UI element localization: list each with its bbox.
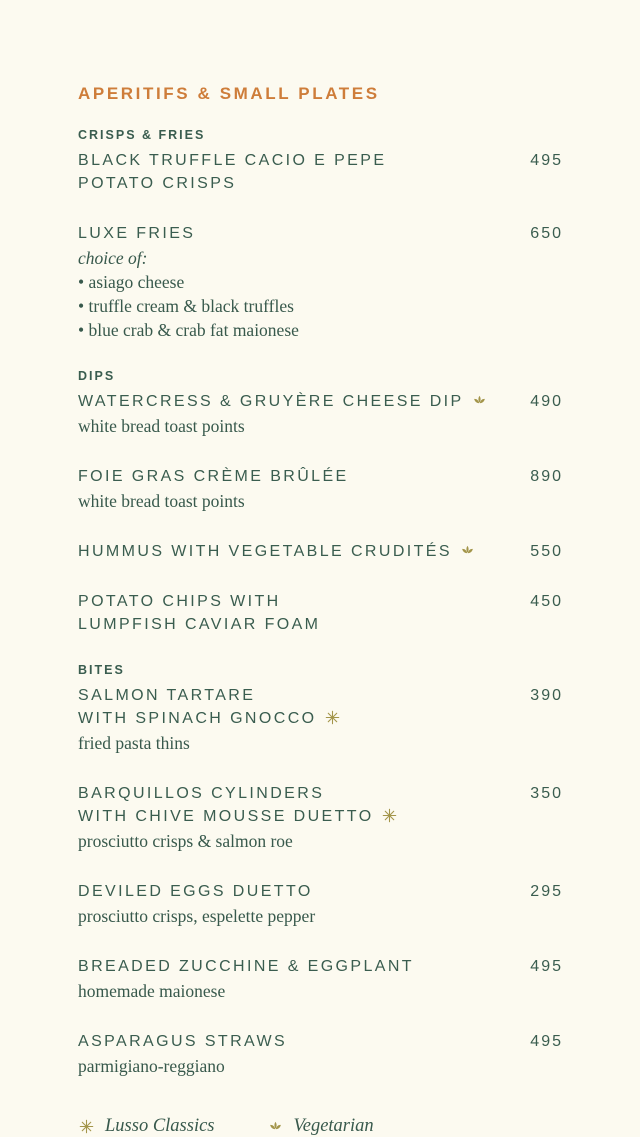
group-items bbox=[78, 390, 563, 636]
item-main bbox=[78, 1030, 518, 1078]
item-price: 495 bbox=[530, 1033, 563, 1050]
lusso-classic-star-icon bbox=[78, 1119, 95, 1134]
item-name-line bbox=[78, 880, 518, 903]
item-name-text: HUMMUS WITH VEGETABLE CRUDITÉS bbox=[78, 543, 452, 560]
item-name-text: WITH SPINACH GNOCCO bbox=[78, 710, 317, 727]
item-description: white bread toast points bbox=[78, 416, 245, 436]
item-main bbox=[78, 222, 518, 342]
item-main bbox=[78, 782, 518, 853]
menu-groups bbox=[78, 128, 563, 1078]
item-description: fried pasta thins bbox=[78, 733, 190, 753]
legend bbox=[78, 1116, 563, 1137]
vegetarian-leaf-icon bbox=[267, 1119, 284, 1134]
item-price: 295 bbox=[530, 883, 563, 900]
item-name-text: WITH CHIVE MOUSSE DUETTO bbox=[78, 808, 374, 825]
item-name-line bbox=[78, 1030, 518, 1053]
item-name-text: LUMPFISH CAVIAR FOAM bbox=[78, 616, 321, 633]
lusso-classic-star-icon bbox=[381, 808, 398, 823]
item-name-text: POTATO CRISPS bbox=[78, 175, 237, 192]
item-name-line bbox=[78, 782, 518, 805]
group-label: CRISPS & FRIES bbox=[78, 128, 206, 142]
item-name-line bbox=[78, 172, 518, 195]
item-description: parmigiano-reggiano bbox=[78, 1056, 225, 1076]
menu-item bbox=[78, 540, 563, 563]
menu-item bbox=[78, 149, 563, 195]
item-name-text: SALMON TARTARE bbox=[78, 687, 256, 704]
item-name-line bbox=[78, 590, 518, 613]
item-name-line bbox=[78, 465, 518, 488]
lusso-classic-star-icon bbox=[324, 710, 341, 725]
item-name-text: POTATO CHIPS WITH bbox=[78, 593, 281, 610]
item-main bbox=[78, 465, 518, 513]
item-name-line bbox=[78, 540, 518, 563]
item-main bbox=[78, 390, 518, 438]
item-choice: • asiago cheese bbox=[78, 270, 518, 294]
item-choice: • blue crab & crab fat maionese bbox=[78, 318, 518, 342]
item-name-line bbox=[78, 707, 518, 730]
menu-item bbox=[78, 390, 563, 438]
item-main bbox=[78, 590, 518, 636]
legend-label: Lusso Classics bbox=[105, 1116, 215, 1136]
menu-item bbox=[78, 222, 563, 342]
menu-item bbox=[78, 955, 563, 1003]
menu-item bbox=[78, 465, 563, 513]
menu-item bbox=[78, 782, 563, 853]
item-description: white bread toast points bbox=[78, 491, 245, 511]
group-items bbox=[78, 684, 563, 1078]
item-name-text: ASPARAGUS STRAWS bbox=[78, 1033, 288, 1050]
item-choice: • truffle cream & black truffles bbox=[78, 294, 518, 318]
item-main bbox=[78, 880, 518, 928]
item-name-line bbox=[78, 805, 518, 828]
item-price: 390 bbox=[530, 687, 563, 704]
item-description: homemade maionese bbox=[78, 981, 226, 1001]
item-price: 350 bbox=[530, 785, 563, 802]
item-main bbox=[78, 684, 518, 755]
menu-group bbox=[78, 128, 563, 342]
item-name-line bbox=[78, 222, 518, 245]
legend-label: Vegetarian bbox=[293, 1116, 374, 1136]
item-name-line bbox=[78, 684, 518, 707]
item-price: 890 bbox=[530, 468, 563, 485]
item-main bbox=[78, 955, 518, 1003]
item-name-line bbox=[78, 149, 518, 172]
item-price: 495 bbox=[530, 152, 563, 169]
menu-item bbox=[78, 880, 563, 928]
item-name-line bbox=[78, 390, 518, 413]
item-price: 650 bbox=[530, 225, 563, 242]
item-price: 550 bbox=[530, 543, 563, 560]
item-price: 490 bbox=[530, 393, 563, 410]
item-choice-label: choice of: bbox=[78, 248, 148, 268]
menu-group bbox=[78, 369, 563, 636]
item-name-text: BARQUILLOS CYLINDERS bbox=[78, 785, 325, 802]
item-name-line bbox=[78, 613, 518, 636]
item-main bbox=[78, 540, 518, 563]
legend-entry bbox=[78, 1116, 215, 1137]
item-name-text: WATERCRESS & GRUYÈRE CHEESE DIP bbox=[78, 393, 464, 410]
group-label: DIPS bbox=[78, 369, 116, 383]
menu-item bbox=[78, 590, 563, 636]
item-name-line bbox=[78, 955, 518, 978]
vegetarian-leaf-icon bbox=[471, 393, 488, 408]
item-description: prosciutto crisps & salmon roe bbox=[78, 831, 293, 851]
item-name-text: BLACK TRUFFLE CACIO E PEPE bbox=[78, 152, 387, 169]
section-title: APERITIFS & SMALL PLATES bbox=[78, 84, 380, 103]
item-name-text: LUXE FRIES bbox=[78, 225, 196, 242]
menu-group bbox=[78, 663, 563, 1078]
item-description: prosciutto crisps, espelette pepper bbox=[78, 906, 316, 926]
menu-item bbox=[78, 684, 563, 755]
legend-entry bbox=[267, 1116, 374, 1137]
group-label: BITES bbox=[78, 663, 125, 677]
item-main bbox=[78, 149, 518, 195]
vegetarian-leaf-icon bbox=[459, 543, 476, 558]
item-name-text: DEVILED EGGS DUETTO bbox=[78, 883, 313, 900]
menu-item bbox=[78, 1030, 563, 1078]
item-price: 450 bbox=[530, 593, 563, 610]
item-price: 495 bbox=[530, 958, 563, 975]
item-name-text: FOIE GRAS CRÈME BRÛLÉE bbox=[78, 468, 349, 485]
group-items bbox=[78, 149, 563, 342]
item-name-text: BREADED ZUCCHINE & EGGPLANT bbox=[78, 958, 414, 975]
